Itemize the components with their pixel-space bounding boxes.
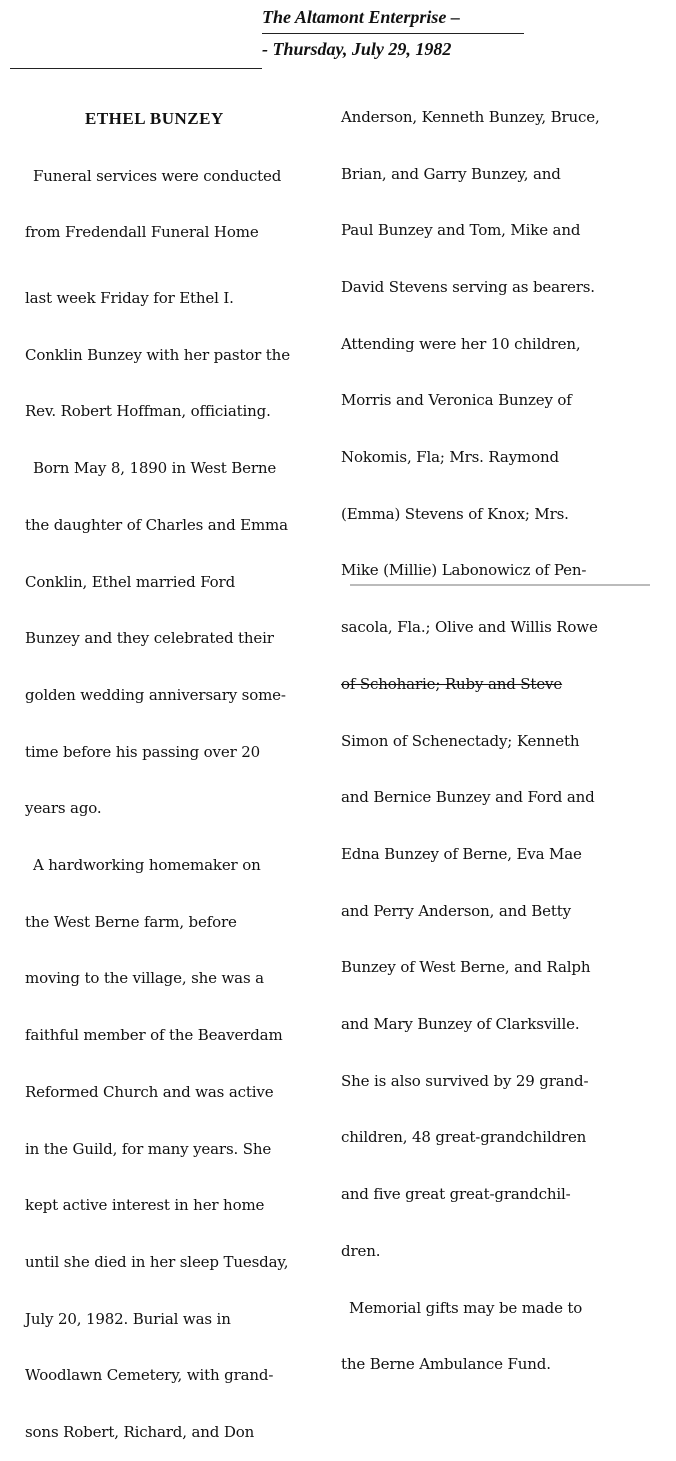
text-line: Rev. Robert Hoffman, officiating. [25, 402, 271, 421]
text-line: years ago. [25, 799, 102, 818]
text-line: children, 48 great-grandchildren [341, 1128, 587, 1147]
text-line: Anderson, Kenneth Bunzey, Bruce, [341, 107, 600, 126]
obituary-heading: ETHEL BUNZEY [85, 108, 224, 128]
obituary-column-right [341, 70, 671, 1393]
text-line: Simon of Schenectady; Kenneth [341, 731, 580, 750]
text-line: last week Friday for Ethel I. [25, 289, 234, 308]
text-line: Born May 8, 1890 in West Berne [33, 459, 277, 478]
text-line: Bunzey and they celebrated their [25, 629, 274, 648]
text-line: the daughter of Charles and Emma [25, 515, 288, 534]
text-line: and Bernice Bunzey and Ford and [341, 788, 595, 807]
text-line: until she died in her sleep Tuesday, [25, 1252, 289, 1271]
text-line: of Schoharie; Ruby and Steve [341, 674, 563, 693]
text-line: Conklin, Ethel married Ford [25, 572, 236, 591]
newspaper-name: The Altamont Enterprise – [262, 7, 460, 27]
obituary-column-left [25, 70, 337, 1461]
text-line: moving to the village, she was a [25, 969, 264, 988]
text-line: Edna Bunzey of Berne, Eva Mae [341, 844, 582, 863]
text-line: the Berne Ambulance Fund. [341, 1355, 551, 1374]
masthead [262, 2, 552, 65]
text-line: dren. [341, 1241, 381, 1260]
text-line: A hardworking homemaker on [33, 856, 261, 875]
text-line: Mike (Millie) Labonowicz of Pen- [341, 561, 587, 580]
text-line: Memorial gifts may be made to [349, 1298, 583, 1317]
text-line: and Mary Bunzey of Clarksville. [341, 1015, 580, 1034]
text-line: in the Guild, for many years. She [25, 1139, 272, 1158]
text-line: David Stevens serving as bearers. [341, 277, 595, 296]
bottom-cut-edge [350, 584, 650, 586]
text-line: (Emma) Stevens of Knox; Mrs. [341, 504, 569, 523]
text-line: Conklin Bunzey with her pastor the [25, 345, 290, 364]
text-line: sons Robert, Richard, and Don [25, 1423, 255, 1442]
text-line: Nokomis, Fla; Mrs. Raymond [341, 448, 559, 467]
text-line: sacola, Fla.; Olive and Willis Rowe [341, 618, 598, 637]
text-line: and five great great-grandchil- [341, 1185, 571, 1204]
header-rule [10, 68, 262, 69]
text-line: Bunzey of West Berne, and Ralph [341, 958, 591, 977]
text-line: Paul Bunzey and Tom, Mike and [341, 221, 581, 240]
text-line: Brian, and Garry Bunzey, and [341, 164, 561, 183]
text-line: and Perry Anderson, and Betty [341, 901, 571, 920]
text-line: time before his passing over 20 [25, 742, 261, 761]
text-line: She is also survived by 29 grand- [341, 1071, 589, 1090]
text-line: golden wedding anniversary some- [25, 685, 286, 704]
text-line: Reformed Church and was active [25, 1082, 274, 1101]
text-line: kept active interest in her home [25, 1196, 265, 1215]
text-line: the West Berne farm, before [25, 912, 237, 931]
text-line: faithful member of the Beaverdam [25, 1026, 283, 1045]
text-line: Woodlawn Cemetery, with grand- [25, 1366, 274, 1385]
text-line: Funeral services were conducted [33, 166, 282, 185]
text-line: July 20, 1982. Burial was in [25, 1309, 231, 1328]
text-line: from Fredendall Funeral Home [25, 223, 259, 242]
text-line: Morris and Veronica Bunzey of [341, 391, 572, 410]
publication-date: - Thursday, July 29, 1982 [262, 39, 452, 59]
text-line: Attending were her 10 children, [341, 334, 581, 353]
